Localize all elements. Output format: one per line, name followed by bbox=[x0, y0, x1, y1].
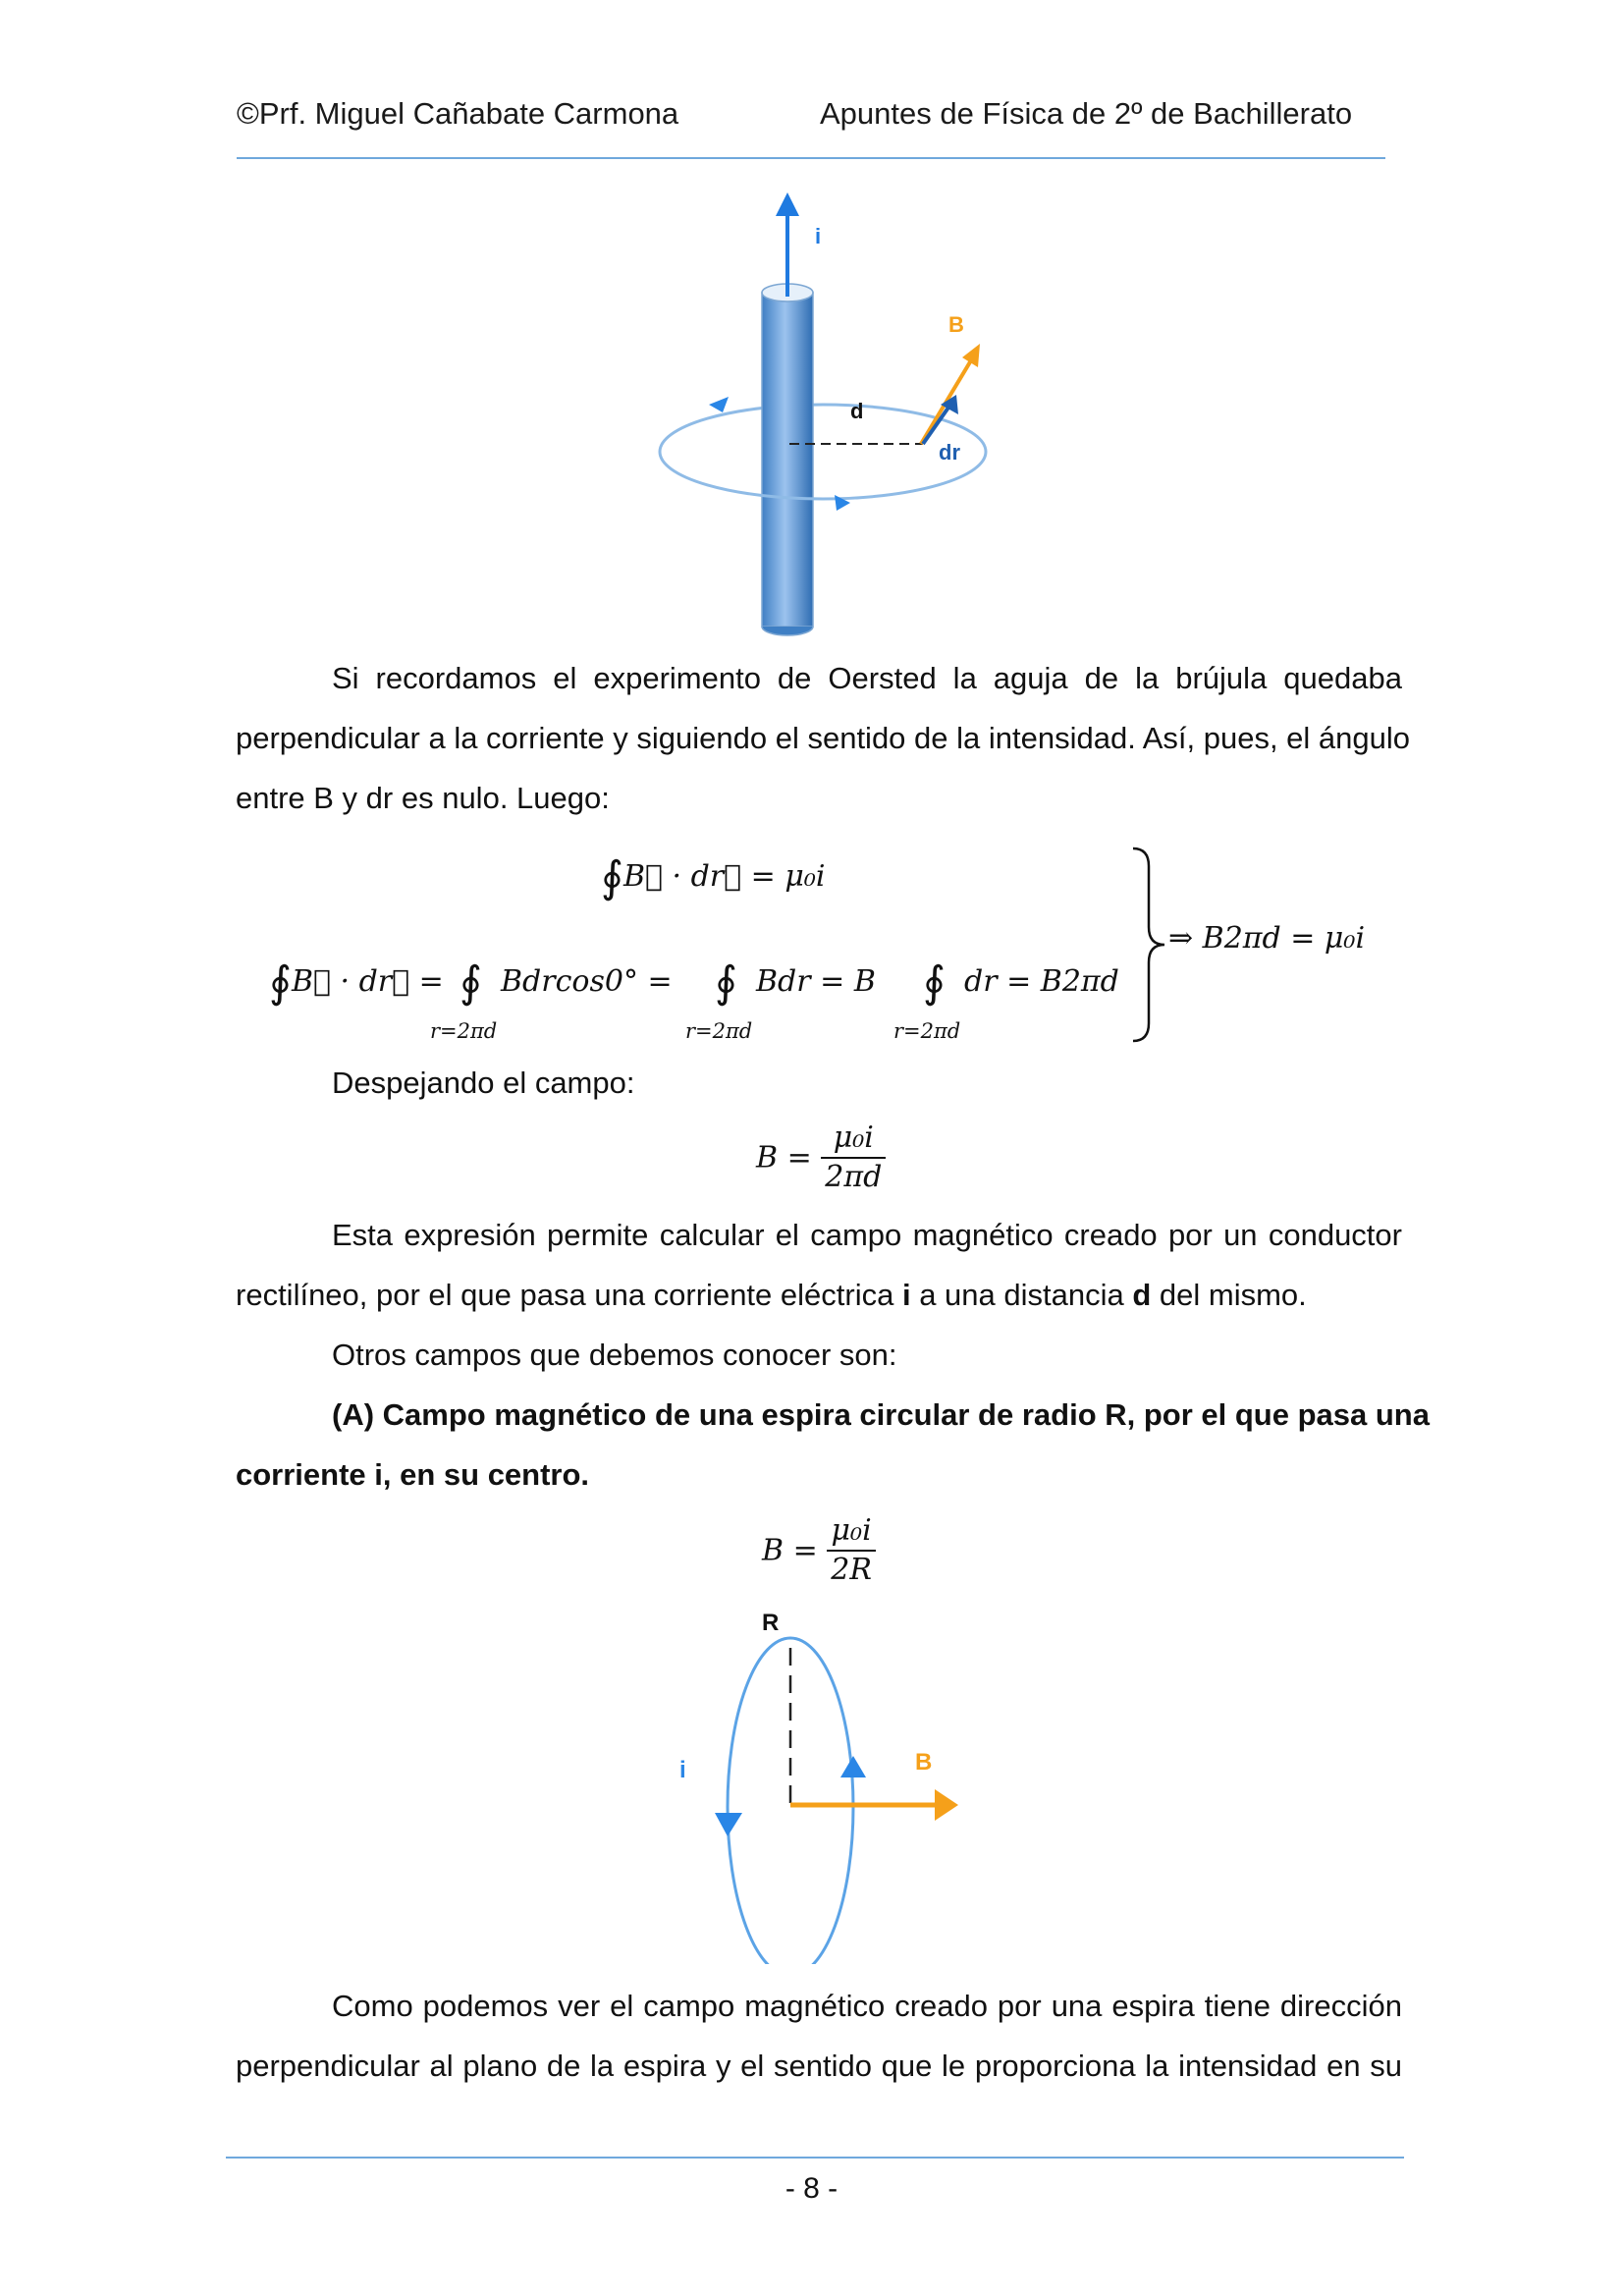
integral-limit: r=2πd bbox=[893, 1019, 961, 1043]
fraction-denominator: 2R bbox=[831, 1553, 872, 1587]
equation-text: B⃗ · dr⃗ = μ₀i bbox=[622, 859, 826, 894]
paragraph-oersted bbox=[236, 648, 1411, 828]
equation-ampere-law: ∮B⃗ · dr⃗ = μ₀i bbox=[601, 852, 826, 902]
text-line: corriente i, en su centro. bbox=[236, 1457, 590, 1492]
equation-result: ⇒ B2πd = μ₀i bbox=[1168, 921, 1366, 956]
integral-limit: r=2πd bbox=[430, 1019, 498, 1043]
text-line: Si recordamos el experimento de Oersted la aguja de la brújula quedaba bbox=[332, 661, 1402, 695]
fraction-numerator: μ₀i bbox=[827, 1512, 876, 1552]
field-loop-front bbox=[660, 452, 986, 499]
text-line: perpendicular a la corriente y siguiendo el sentido de la intensidad. Así, pues, el ángulo bbox=[236, 721, 1411, 755]
straight-wire-figure bbox=[628, 187, 1001, 648]
header-author: ©Prf. Miguel Cañabate Carmona bbox=[237, 96, 679, 131]
section-heading-espira bbox=[236, 1385, 1430, 1504]
equation-wire-field bbox=[756, 1120, 886, 1196]
fraction-denominator: 2πd bbox=[825, 1160, 883, 1194]
label-dr: dr bbox=[939, 440, 960, 465]
fraction-numerator: μ₀i bbox=[821, 1120, 886, 1159]
equation-ampere-lhs: ∮B⃗ · dr⃗ = bbox=[269, 957, 444, 1008]
current-arrow-icon bbox=[776, 192, 799, 216]
curly-brace bbox=[1129, 847, 1168, 1043]
footer-divider bbox=[226, 2157, 1404, 2159]
label-R: R bbox=[762, 1610, 780, 1636]
text-line: entre B y dr es nulo. Luego: bbox=[236, 781, 610, 815]
wire-body bbox=[762, 293, 813, 627]
text-line: Esta expresión permite calcular el campo magnético creado por un conductor bbox=[332, 1218, 1402, 1252]
paragraph-otros-campos bbox=[236, 1325, 1402, 1385]
page-number: - 8 - bbox=[784, 2172, 839, 2205]
equation-lhs: B = bbox=[762, 1533, 818, 1568]
text-line: Despejando el campo: bbox=[332, 1066, 635, 1100]
label-i: i bbox=[815, 224, 822, 248]
loop-arrow-icon bbox=[840, 1756, 866, 1777]
label-B: B bbox=[915, 1749, 933, 1776]
equation-term-1: ∮ Bdrcos0° = bbox=[460, 957, 673, 1008]
label-B: B bbox=[948, 312, 964, 337]
header-divider bbox=[237, 157, 1385, 159]
label-d: d bbox=[850, 399, 864, 423]
equation-text: Bdr = B bbox=[756, 964, 876, 999]
header-title: Apuntes de Física de 2º de Bachillerato bbox=[820, 96, 1353, 131]
text-line: perpendicular al plano de la espira y el sentido que le proporciona la intensidad en su bbox=[236, 2049, 1402, 2083]
equation-text: dr = B2πd bbox=[964, 964, 1119, 999]
loop-arrow-icon bbox=[715, 1813, 742, 1836]
equation-term-3: ∮ dr = B2πd bbox=[923, 957, 1119, 1008]
equation-term-2: ∮ Bdr = B bbox=[715, 957, 876, 1008]
integral-limit: r=2πd bbox=[685, 1019, 753, 1043]
text-line: Como podemos ver el campo magnético creado por una espira tiene dirección bbox=[332, 1989, 1402, 2023]
loop-arrow-icon bbox=[709, 397, 729, 412]
paragraph-expression bbox=[236, 1205, 1402, 1325]
circular-loop-figure bbox=[658, 1601, 992, 1964]
equation-lhs: B = bbox=[756, 1140, 812, 1175]
fraction bbox=[827, 1512, 876, 1589]
text-line: rectilíneo, por el que pasa una corriente eléctrica i a una distancia d del mismo. bbox=[236, 1278, 1307, 1312]
equation-text: Bdrcos0° = bbox=[501, 964, 673, 999]
paragraph-espira-conclusion bbox=[236, 1976, 1402, 2096]
text-line: Otros campos que debemos conocer son: bbox=[332, 1338, 897, 1372]
fraction bbox=[821, 1120, 886, 1196]
equation-text: B⃗ · dr⃗ = bbox=[291, 964, 444, 999]
field-B-arrow-icon bbox=[935, 1789, 958, 1821]
equation-loop-field bbox=[762, 1512, 876, 1589]
label-i: i bbox=[679, 1757, 686, 1783]
text-line: (A) Campo magnético de una espira circular de radio R, por el que pasa una bbox=[332, 1397, 1430, 1432]
paragraph-despejando bbox=[236, 1053, 1402, 1113]
dr-arrow-shaft bbox=[923, 405, 950, 444]
